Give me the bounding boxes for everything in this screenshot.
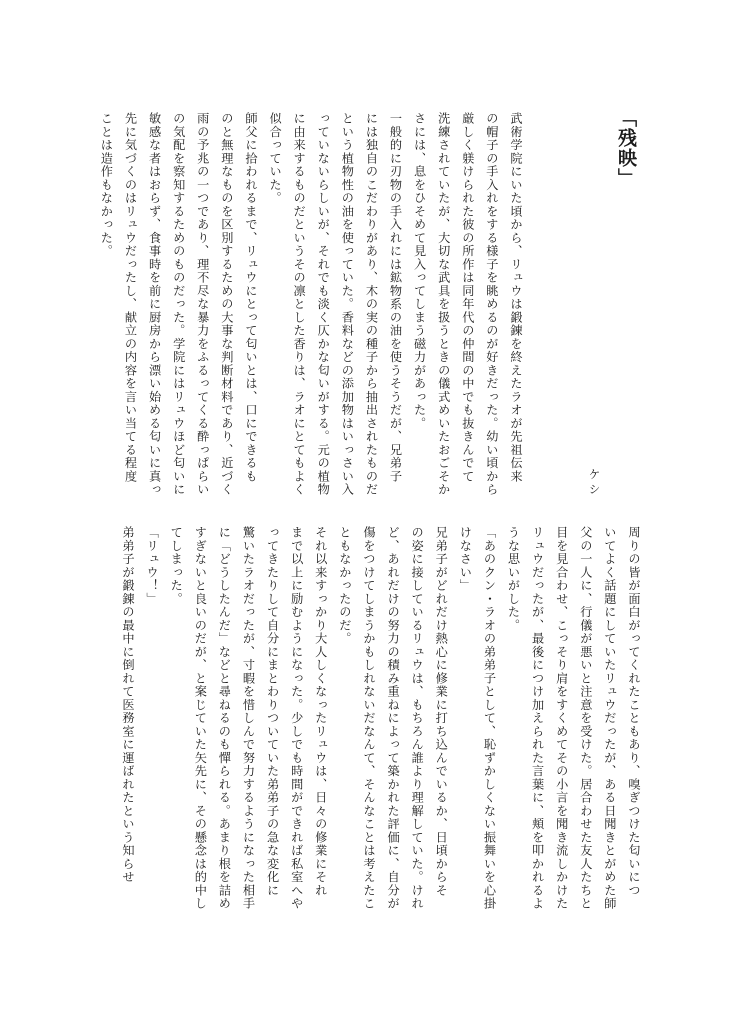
text-column: 「リュウ！」 xyxy=(145,526,160,606)
text-column: 先に気づくのはリュウだったし、献立の内容を言い当てる程度 xyxy=(123,112,138,483)
text-column: 敏感な者はおらず、食事時を前に厨房から漂い始める匂いに真っ xyxy=(147,112,162,497)
text-column: 傷をつけてしまうかもしれないだなんて、そんなことは考えたこ xyxy=(361,526,376,911)
lower-text-block xyxy=(108,526,646,924)
text-column: 似合っていた。 xyxy=(268,112,283,205)
text-column: に「どうしたんだ」などと尋ねるのも憚られる。あまり根を詰め xyxy=(217,526,232,911)
text-column: まで以上に励むようになった。少しでも時間ができれば私室へや xyxy=(289,526,304,911)
text-column: ともなかったのだ。 xyxy=(337,526,352,646)
text-column: 武術学院にいた頃から、リュウは鍛錬を終えたラオが先祖伝来 xyxy=(509,112,523,483)
text-column: うな思いがした。 xyxy=(506,526,521,632)
text-column: 驚いたラオだったが、寸暇を惜しんで努力するようになった相手 xyxy=(241,526,256,911)
text-column: に由来するものだというその凛とした香りは、ラオにとてもよく xyxy=(292,112,307,497)
text-column: すぎないと良いのだが、と案じていた矢先に、その懸念は的中し xyxy=(193,526,208,911)
text-column: 洗練されていたが、大切な武具を扱うときの儀式めいたおごそか xyxy=(436,112,451,497)
text-column: のと無理なものを区別するための大事な判断材料であり、近づく xyxy=(219,112,234,497)
story-title: 「残映」 xyxy=(615,108,637,188)
text-column: 厳しく躾けられた彼の所作は同年代の仲間の中でも抜きんでて xyxy=(460,112,475,483)
text-column: 父の一人に、行儀が悪いと注意を受けた。居合わせた友人たちと xyxy=(578,526,593,911)
text-column: 師父に拾われるまで、リュウにとって匂いとは、口にできるも xyxy=(243,112,258,483)
upper-text-block xyxy=(99,112,528,512)
text-column: 雨の予兆の一つであり、理不尽な暴力をふるってくる酔っぱらい xyxy=(195,112,210,497)
text-column: 一般的に刃物の手入れには鉱物系の油を使うそうだが、兄弟子 xyxy=(388,112,403,483)
text-column: の気配を察知するためのものだった。学院にはリュウほど匂いに xyxy=(171,112,186,497)
author-name: ケシ xyxy=(587,468,601,498)
text-column: けなさい」 xyxy=(458,526,473,593)
text-column: それ以来すっかり大人しくなったリュウは、日々の修業にそれ xyxy=(313,526,328,897)
text-column: の帽子の手入れをする様子を眺めるのが好きだった。幼い頃から xyxy=(484,112,499,497)
text-column: 兄弟子がどれだけ熱心に修業に打ち込んでいるか、日頃からそ xyxy=(434,526,449,897)
text-column: 目を見合わせ、こっそり肩をすくめてその小言を聞き流しかけた xyxy=(554,526,569,911)
text-column: という植物性の油を使っていた。香料などの添加物はいっさい入 xyxy=(340,112,355,497)
text-column: 周りの皆が面白がってくれたこともあり、嗅ぎつけた匂いにつ xyxy=(627,526,641,897)
text-column: 「あのクン・ラオの弟弟子として、恥ずかしくない振舞いを心掛 xyxy=(482,526,497,911)
text-column: ど、あれだけの努力の積み重ねによって築かれた評価に、自分が xyxy=(386,526,401,911)
text-column: っていないらしいが、それでも淡く仄かな匂いがする。元の植物 xyxy=(316,112,331,497)
text-column: の姿に接しているリュウは、もちろん誰より理解していた。けれ xyxy=(410,526,425,911)
text-column: には独自のこだわりがあり、木の実の種子から抽出されたものだ xyxy=(364,112,379,497)
text-column: リュウだったが、最後につけ加えられた言葉に、頬を叩かれるよ xyxy=(530,526,545,911)
text-column: 弟弟子が鍛錬の最中に倒れて医務室に運ばれたという知らせ xyxy=(121,526,136,884)
text-column: てしまった。 xyxy=(169,526,184,606)
text-column: いてよく話題にしていたリュウだったが、ある日聞きとがめた師 xyxy=(602,526,617,911)
text-column: ことは造作もなかった。 xyxy=(99,112,114,258)
text-column: さには、息をひそめて見入ってしまう磁力があった。 xyxy=(412,112,427,430)
text-column: ってきたりして自分にまとわりついていた弟弟子の急な変化に xyxy=(265,526,280,897)
